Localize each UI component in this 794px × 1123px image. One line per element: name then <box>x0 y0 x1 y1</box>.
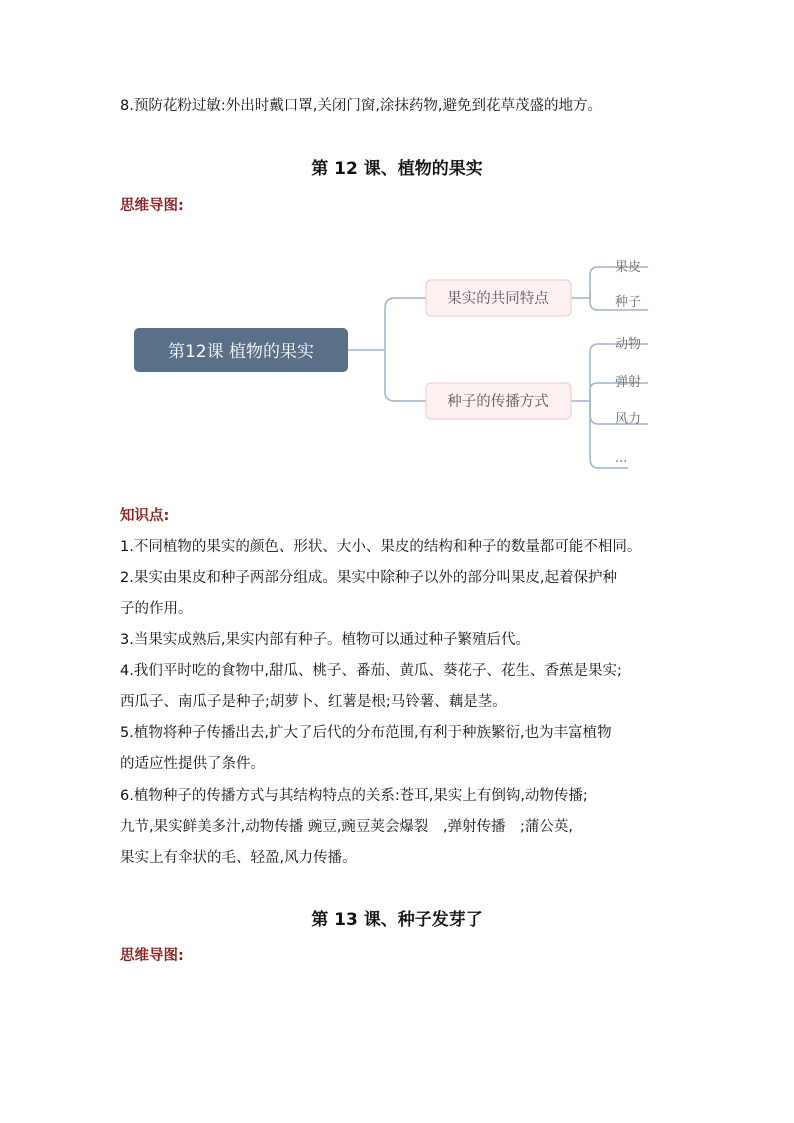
mind-map-root <box>134 328 348 372</box>
lesson-13-title: 第 13 课、种子发芽了 <box>311 910 483 930</box>
lesson-12-title: 第 12 课、植物的果实 <box>311 159 483 179</box>
knowledge-point-line: 子的作用。 <box>120 601 193 617</box>
knowledge-point-line: 果实上有伞状的毛、轻盈,风力传播。 <box>120 850 357 866</box>
knowledge-point-line: 4.我们平时吃的食物中,甜瓜、桃子、番茄、黄瓜、葵花子、花生、香蕉是果实; <box>120 663 622 679</box>
knowledge-point-line: 的适应性提供了条件。 <box>120 756 265 772</box>
mind-map-branch-label: 果实的共同特点 <box>447 291 549 307</box>
intro-line: 8.预防花粉过敏:外出时戴口罩,关闭门窗,涂抹药物,避免到花草茂盛的地方。 <box>120 98 603 114</box>
mind-map-leaf-peel: 果皮 <box>615 260 642 275</box>
mind-map-root-label: 第12课 植物的果实 <box>167 342 315 362</box>
mind-map-leaf-ejection: 弹射 <box>615 375 642 390</box>
knowledge-point-line: 2.果实由果皮和种子两部分组成。果实中除种子以外的部分叫果皮,起着保护种 <box>120 570 617 586</box>
mind-map-branch-features <box>426 280 571 316</box>
knowledge-point-line: 西瓜子、南瓜子是种子;胡萝卜、红薯是根;马铃薯、藕是茎。 <box>120 694 507 710</box>
mind-map-branch-label: 种子的传播方式 <box>447 394 549 410</box>
mind-map-branch-dispersal <box>426 383 571 419</box>
knowledge-point-line: 3.当果实成熟后,果实内部有种子。植物可以通过种子繁殖后代。 <box>120 632 530 648</box>
lesson-13-mindmap-label: 思维导图: <box>120 948 184 964</box>
knowledge-point-line: 九节,果实鲜美多汁,动物传播 豌豆,豌豆荚会爆裂 ,弹射传播 ;蒲公英, <box>120 819 574 835</box>
knowledge-point-line: 6.植物种子的传播方式与其结构特点的关系:苍耳,果实上有倒钩,动物传播; <box>120 788 588 804</box>
knowledge-point-line: 1.不同植物的果实的颜色、形状、大小、果皮的结构和种子的数量都可能不相同。 <box>120 539 642 555</box>
mind-map-leaf-seed: 种子 <box>615 295 642 310</box>
knowledge-label: 知识点: <box>120 508 170 524</box>
lesson-12-mindmap-label: 思维导图: <box>120 198 184 214</box>
mind-map-leaf-wind: 风力 <box>615 412 642 427</box>
knowledge-point-line: 5.植物将种子传播出去,扩大了后代的分布范围,有利于种族繁衍,也为丰富植物 <box>120 725 612 741</box>
mind-map-leaf-animal: 动物 <box>615 337 642 352</box>
mind-map <box>120 240 660 480</box>
mind-map-leaf-more: ... <box>615 451 628 466</box>
